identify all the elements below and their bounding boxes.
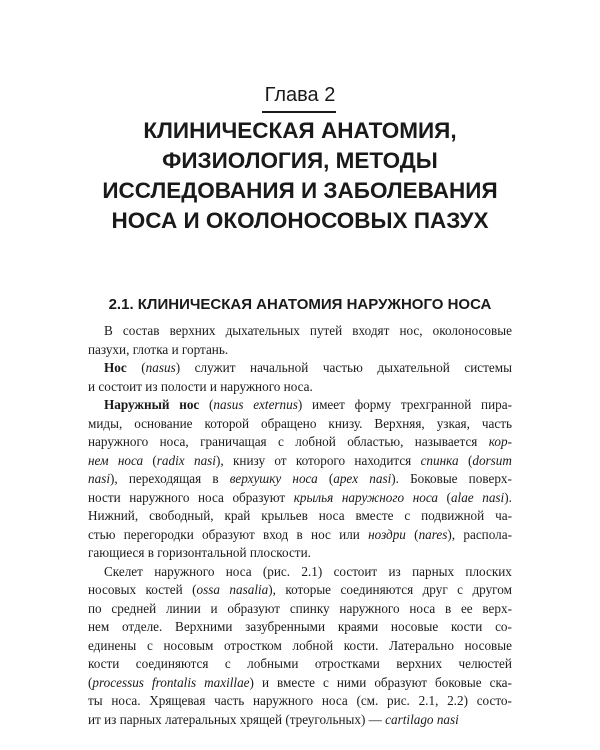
text-line: В состав верхних дыхательных путей входят нос, околоносовые [104, 323, 512, 338]
chapter-title-line: НОСА И ОКОЛОНОСОВЫХ ПАЗУХ [111, 208, 489, 233]
text-line: по средней линии и образуют спинку наружного носа в ее верх- [88, 600, 512, 616]
text-line: nasi), переходящая в верхушку носа (apex nasi). Боковые поверх- [88, 471, 512, 486]
text-line: Скелет наружного носа (рис. 2.1) состоит из парных плоских [104, 563, 512, 579]
text-line: (processus frontalis maxillae) и вместе с ними образуют боковые ска- [88, 674, 512, 690]
paragraph [88, 322, 512, 359]
text-line: стью перегородки образуют вход в нос или ноздри (nares), располa- [88, 526, 512, 542]
text-line: ности наружного носа образуют крылья наружного носа (alae nasi). [88, 489, 512, 505]
paragraph [88, 359, 512, 396]
text-line: и состоит из полости и наружного носа. [88, 378, 313, 394]
paragraph [88, 396, 512, 563]
text-line: пазухи, глотка и гортань. [88, 341, 229, 357]
text-line: ты носа. Хрящевая часть наружного носа (см. рис. 2.1, 2.2) состо- [88, 693, 512, 708]
text-line: нем носа (radix nasi), книзу от которого находится спинка (dorsum [88, 452, 512, 468]
section-heading: 2.1. КЛИНИЧЕСКАЯ АНАТОМИЯ НАРУЖНОГО НОСА [108, 296, 492, 313]
text-line: ит из парных латеральных хрящей (треугольных) — cartilago nasi [88, 711, 459, 727]
text-line: кости соединяются с лобными отростками верхних челюстей [88, 656, 512, 671]
text-line: миды, основание которой обращено книзу. Верхняя, узкая, часть [88, 415, 512, 431]
body-text [88, 322, 512, 729]
text-line: Нижний, свободный, край крыльев носа вместе с подвижной ча- [88, 508, 512, 523]
text-line: гающиеся в горизонтальной плоскости. [88, 545, 311, 560]
chapter-underline [262, 111, 336, 113]
text-line: наружного носа, граничащая с лобной областью, называется кор- [88, 434, 512, 449]
chapter-title-line: ИССЛЕДОВАНИЯ И ЗАБОЛЕВАНИЯ [102, 178, 498, 203]
chapter-title-line: КЛИНИЧЕСКАЯ АНАТОМИЯ, [143, 118, 457, 143]
text-line: Нос (nasus) служит начальной частью дыхательной системы [104, 360, 512, 375]
chapter-title [0, 116, 600, 236]
chapter-title-line: ФИЗИОЛОГИЯ, МЕТОДЫ [162, 148, 438, 173]
chapter-label: Глава 2 [264, 84, 336, 106]
paragraph [88, 563, 512, 730]
text-line: единены с носовым отростком лобной кости. Латерально носовые [88, 637, 512, 653]
text-line: носовых костей (ossa nasalia), которые соединяются друг с другом [88, 582, 512, 597]
text-line: нем отделе. Верхними зазубренными краями носовые кости со- [88, 619, 512, 634]
text-line: Наружный нос (nasus externus) имеет форму трехгранной пира- [104, 397, 512, 412]
